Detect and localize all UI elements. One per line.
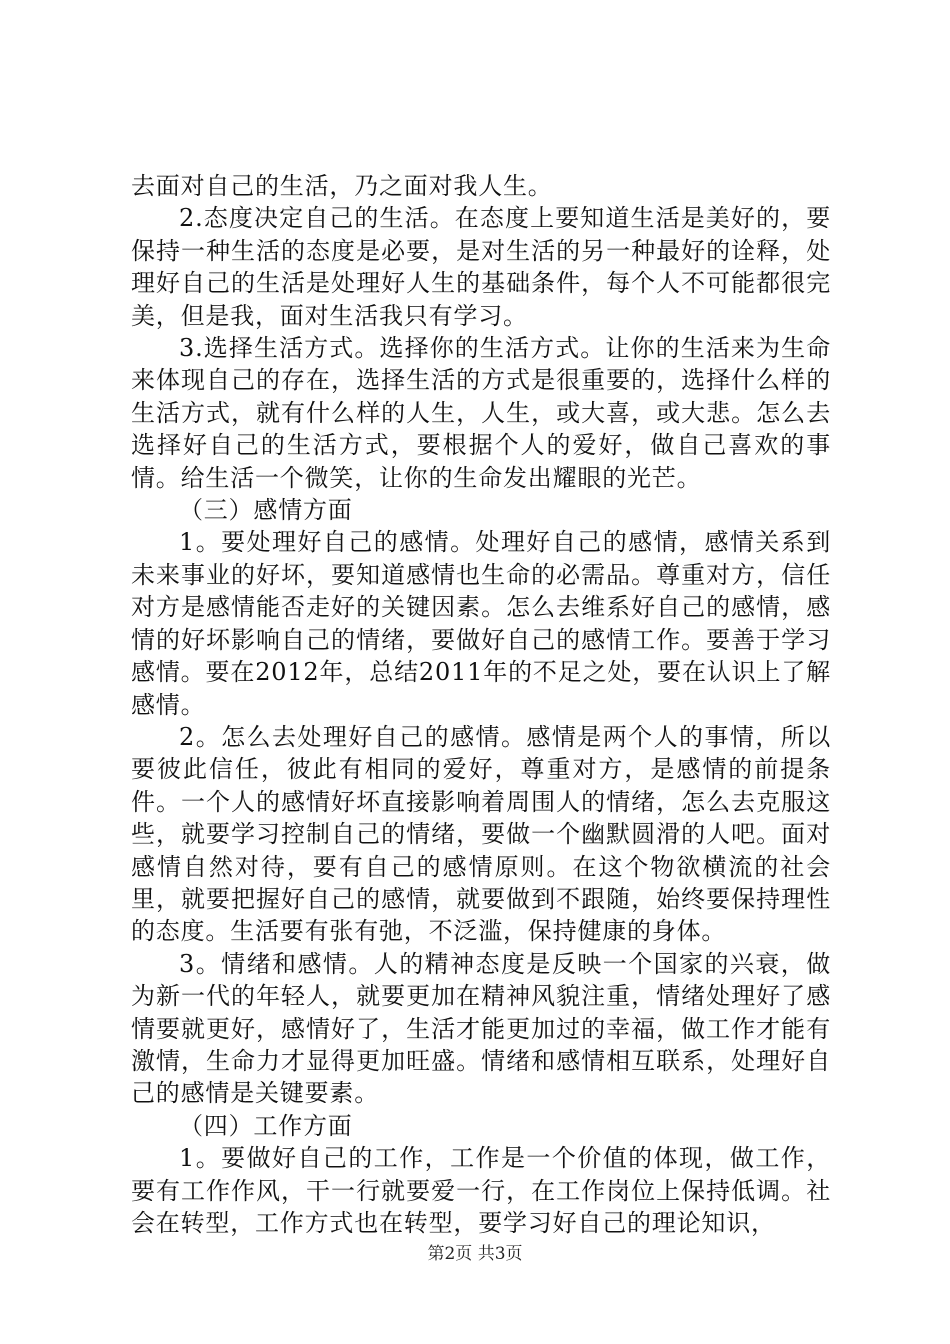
paragraph: 1。要做好自己的工作，工作是一个价值的体现，做工作，要有工作作风，干一行就要爱一行，在工作岗位上保持低调。社会在转型，工作方式也在转型，要学习好自己的理论知识， <box>131 1144 831 1237</box>
section-heading: （三）感情方面 <box>179 496 353 525</box>
paragraph: 2.态度决定自己的生活。在态度上要知道生活是美好的，要保持一种生活的态度是必要，是对生活的另一种最好的诠释，处理好自己的生活是处理好人生的基础条件，每个人不可能都很完美，但是我，面对生活我只有学习。 <box>131 204 831 330</box>
paragraph: 3.选择生活方式。选择你的生活方式。让你的生活来为生命来体现自己的存在，选择生活的方式是很重要的，选择什么样的生活方式，就有什么样的人生，人生，或大喜，或大悲。怎么去选择好自己的生活方式，要根据个人的爱好，做自己喜欢的事情。给生活一个微笑，让你的生命发出耀眼的光芒。 <box>131 334 831 492</box>
paragraph: 2。怎么去处理好自己的感情。感情是两个人的事情，所以要彼此信任，彼此有相同的爱好，尊重对方，是感情的前提条件。一个人的感情好坏直接影响着周围人的情绪，怎么去克服这些，就要学习控制自己的情绪，要做一个幽默圆滑的人吧。面对感情自然对待，要有自己的感情原则。在这个物欲横流的社会里，就要把握好自己的感情，就要做到不跟随，始终要保持理性的态度。生活要有张有弛，不泛滥，保持健康的身体。 <box>131 722 831 946</box>
paragraph: 去面对自己的生活，乃之面对我人生。 <box>131 172 553 200</box>
paragraph: 1。要处理好自己的感情。处理好自己的感情，感情关系到未来事业的好坏，要知道感情也生命的必需品。尊重对方，信任对方是感情能否走好的关键因素。怎么去维系好自己的感情，感情的好坏影响自己的情绪，要做好自己的感情工作。要善于学习感情。要在2012年，总结2011年的不足之处，要在认识上了解感情。 <box>131 528 831 719</box>
document-body <box>131 170 831 1239</box>
section-heading: （四）工作方面 <box>179 1111 353 1140</box>
paragraph: 3。情绪和感情。人的精神态度是反映一个国家的兴衰，做为新一代的年轻人，就要更加在精神风貌注重，情绪处理好了感情要就更好，感情好了，生活才能更加过的幸福，做工作才能有激情，生命力才显得更加旺盛。情绪和感情相互联系，处理好自己的感情是关键要素。 <box>131 949 831 1108</box>
page-footer: 第2页 共3页 <box>427 1244 523 1264</box>
